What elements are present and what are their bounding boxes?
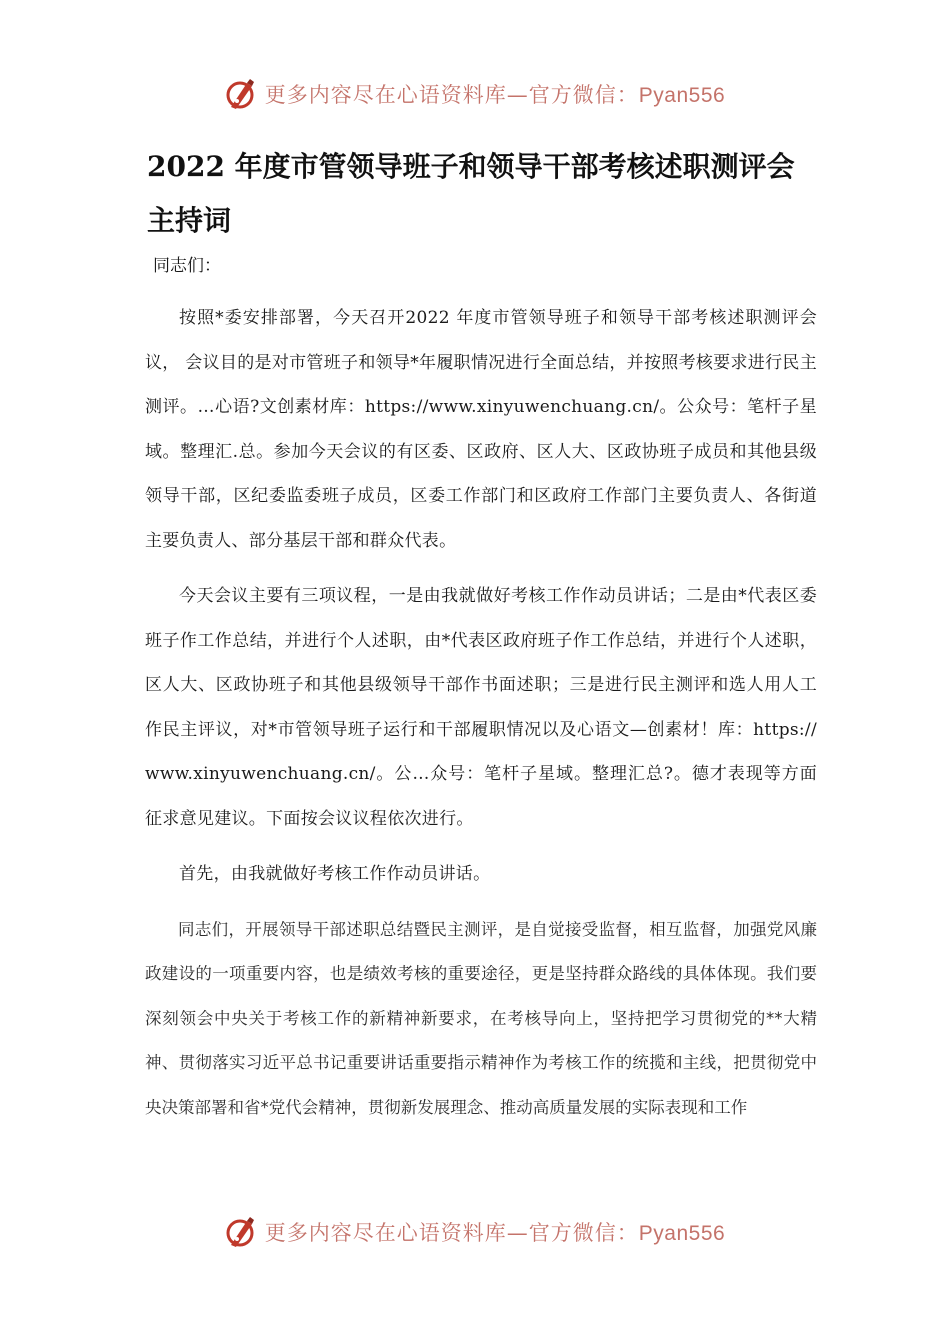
salutation: 同志们： [153, 256, 221, 276]
paragraph-4: 同志们，开展领导干部述职总结暨民主测评，是自觉接受监督，相互监督，加强党风廉政建设的一项重要内容，也是绩效考核的重要途径，更是坚持群众路线的具体体现。我们要深刻领会中央关于考核工作的新精神新要求，在考核导向上，坚持把学习贯彻党的**大精神、贯彻落实习近平总书记重要讲话重要指示精神作为考核工作的统揽和主线，把贯彻党中央决策部署和省*党代会精神，贯彻新发展理念、推动高质量发展的实际表现和工作 [145, 919, 817, 1117]
paragraph-2: 今天会议主要有三项议程，一是由我就做好考核工作作动员讲话；二是由*代表区委班子作工作总结，并进行个人述职，由*代表区政府班子作工作总结，并进行个人述职，区人大、区政协班子和其他县级领导干部作书面述职；三是进行民主测评和选人用人工作民主评议，对*市管领导班子运行和干部履职情况以及心语文—创素材！库：https://www.xinyuwenchuang.cn/。公…众号：笔杆子星域。整理汇总?。德才表现等方面征求意见建议。下面按会议议程依次进行。 [145, 586, 817, 829]
pen-logo-icon [225, 77, 257, 111]
pen-logo-icon [225, 1215, 257, 1249]
wechat-id: Pyan556 [638, 1222, 726, 1245]
header-banner [0, 72, 950, 116]
document-body [145, 244, 817, 1141]
wechat-id: Pyan556 [638, 84, 726, 107]
paragraph-1: 按照*委安排部署，今天召开2022 年度市管领导班子和领导干部考核述职测评会议， 会议目的是对市管班子和领导*年履职情况进行全面总结，并按照考核要求进行民主测评。…心语?文创素材库：https://www.xinyuwenchuang.cn/。公众号：笔杆子星域。整理汇.总。参加今天会议的有区委、区政府、区人大、区政协班子成员和其他县级领导干部，区纪委监委班子成员，区委工作部门和区政府工作部门主要负责人、各街道主要负责人、部分基层干部和群众代表。 [145, 308, 817, 551]
footer-banner [0, 1210, 950, 1254]
banner-text: 更多内容尽在心语资料库—官方微信：Pyan556 [264, 1221, 726, 1245]
banner-text: 更多内容尽在心语资料库—官方微信：Pyan556 [264, 83, 726, 107]
document-title: 2022 年度市管领导班子和领导干部考核述职测评会主持词 [147, 150, 795, 237]
paragraph-3: 首先，由我就做好考核工作作动员讲话。 [179, 864, 491, 884]
